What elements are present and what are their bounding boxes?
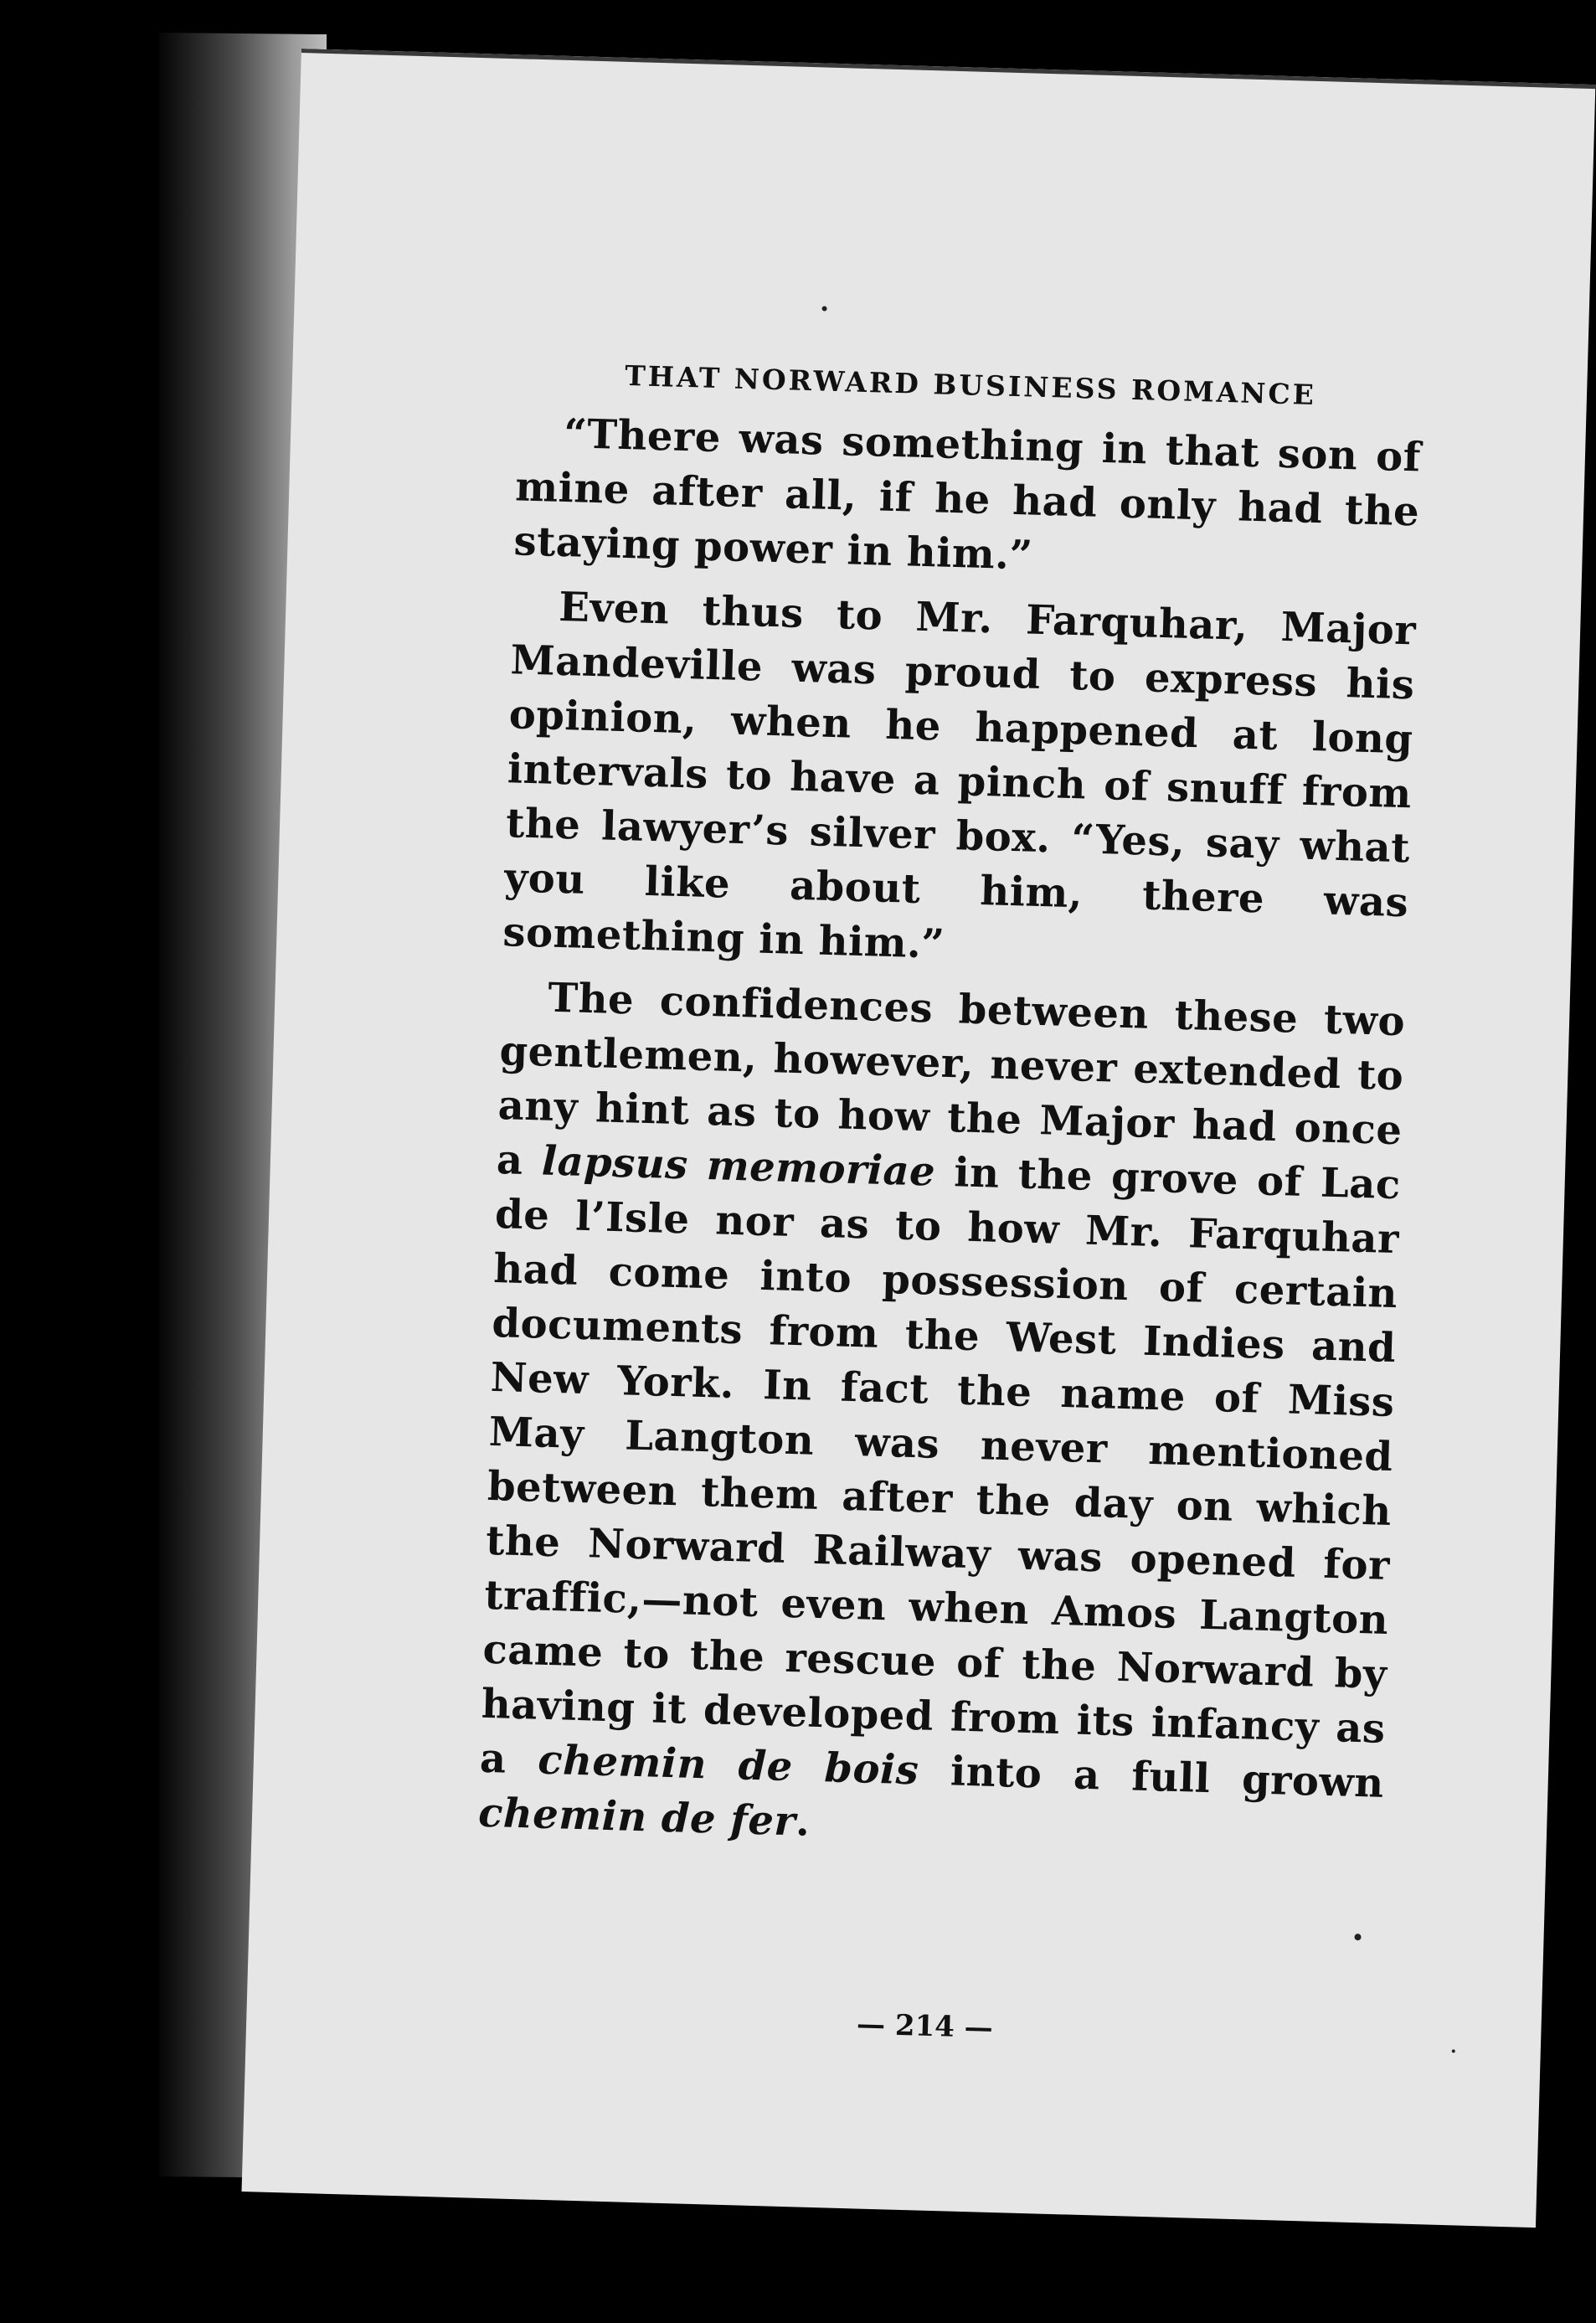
text-run: in the grove of Lac de l’Isle nor as to how Mr. Farquhar had come into possession of certain documents from the West Indies and New York. In fact the name of Miss May Langton was never mentioned between them after the day on which the Norward Railway was opened for traffic,—not even when Amos Langton came to the rescue of the Norward by having it developed from its infancy as a: [479, 1148, 1402, 1784]
text-run: Even thus to Mr. Farquhar, Major Mandeville was proud to express his opinion, when he happened at long intervals to have a pinch of snuff from the lawyer’s silver box. “Yes, say what you like about him, there was something in him.”: [502, 583, 1417, 968]
page-content: [477, 356, 1423, 1865]
page-top-edge: [301, 49, 1596, 89]
text-run: .: [795, 1798, 811, 1846]
paragraph: [477, 970, 1406, 1866]
text-run: “There was something in that son of mine after all, if he had only had the staying power in him.”: [512, 409, 1422, 579]
paragraph: [502, 579, 1417, 985]
print-speck: [1452, 2049, 1455, 2053]
running-head: THAT NORWARD BUSINESS ROMANCE: [624, 358, 1317, 411]
page-number: — 214 —: [856, 2007, 994, 2045]
italic-text: lapsus memoriae: [541, 1137, 936, 1196]
italic-text: chemin de bois: [537, 1736, 920, 1795]
body-text: [477, 405, 1421, 1865]
text-run: into a full grown: [918, 1747, 1385, 1807]
italic-text: chemin de fer: [477, 1789, 796, 1846]
print-speck: [1354, 1934, 1361, 1940]
paragraph: [513, 405, 1422, 594]
book-page: [242, 49, 1596, 2228]
text-run: The confidences between these two gentlemen, however, never extended to any hint as to how the Major had once a: [496, 974, 1406, 1185]
print-speck: [821, 306, 826, 311]
